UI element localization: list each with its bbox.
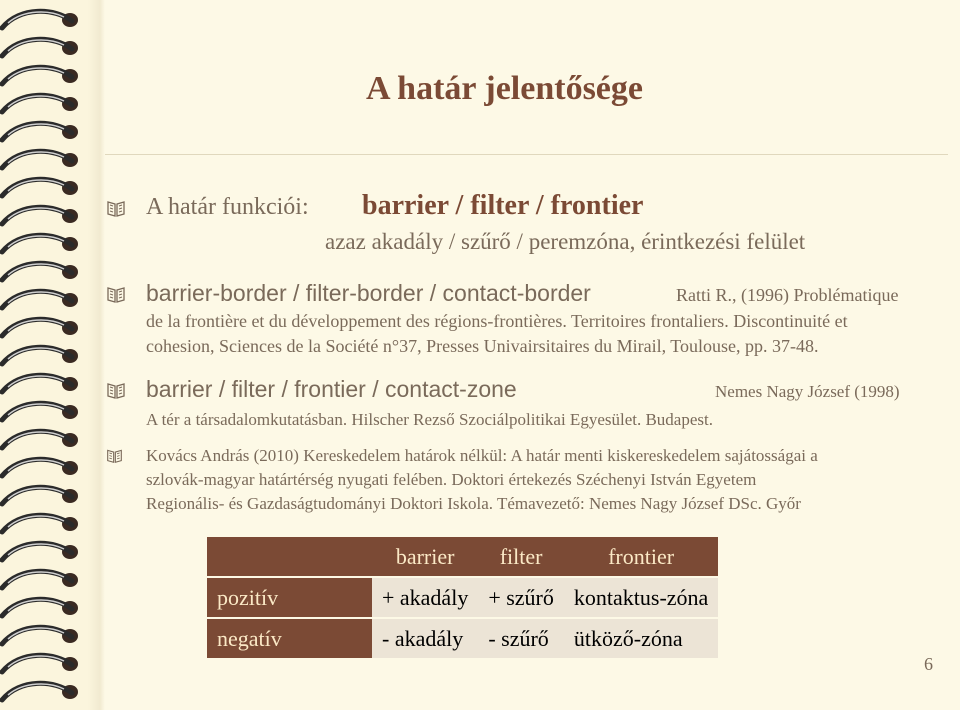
table-header-cell: filter — [478, 536, 564, 577]
bullet-1-label: A határ funkciói: — [146, 194, 309, 220]
open-book-icon — [106, 447, 123, 464]
table-header-row — [207, 536, 718, 577]
table-cell: - szűrő — [478, 618, 564, 658]
bullet-4-line3: Regionális- és Gazdaságtudományi Doktori Iskola. Témavezető: Nemes Nagy József DSc. Győr — [146, 494, 801, 513]
bullet-4-line2: szlovák-magyar határtérség nyugati felében. Doktori értekezés Széchenyi István Egyetem — [146, 470, 757, 489]
bullet-2-ref: Ratti R., (1996) Problématique — [676, 285, 899, 305]
bullet-3-line2: A tér a társadalomkutatásban. Hilscher Rezső Szociálpolitikai Egyesület. Budapest. — [146, 410, 713, 429]
open-book-icon — [106, 380, 126, 400]
page-number: 6 — [924, 654, 933, 674]
spiral-binding-icon — [0, 0, 105, 710]
table-row-label: pozitív — [207, 577, 372, 618]
table-cell: - akadály — [372, 618, 478, 658]
spiral-binding — [0, 0, 105, 710]
bullet-1-line2: azaz akadály / szűrő / peremzóna, érintkezési felület — [325, 229, 806, 254]
table-cell: kontaktus-zóna — [564, 577, 718, 618]
barrier-filter-frontier-table — [207, 535, 718, 658]
bullet-2-line3: cohesion, Sciences de la Société n°37, Presses Univairsitaires du Mirail, Toulouse, pp. 37-48. — [146, 336, 819, 356]
table-row-label: negatív — [207, 618, 372, 658]
table-cell: ütköző-zóna — [564, 618, 718, 658]
title-divider — [105, 154, 948, 155]
bullet-3-main: barrier / filter / frontier / contact-zone — [146, 376, 517, 402]
bullet-3-ref: Nemes Nagy József (1998) — [715, 382, 900, 401]
table-row — [207, 577, 718, 618]
table-row — [207, 618, 718, 658]
bullet-2-line2: de la frontière et du développement des régions-frontières. Territoires frontaliers. Discontinuité et — [146, 311, 848, 331]
bullet-1-bold: barrier / filter / frontier — [362, 190, 644, 221]
bullet-4-line1: Kovács András (2010) Kereskedelem határok nélkül: A határ menti kiskereskedelem sajátosságai a — [146, 446, 818, 465]
open-book-icon — [106, 284, 126, 304]
table-header-cell: barrier — [372, 536, 478, 577]
table-cell: + szűrő — [478, 577, 564, 618]
bullet-2-main: barrier-border / filter-border / contact-border — [146, 280, 591, 306]
slide-title: A határ jelentősége — [366, 70, 643, 107]
table-header-cell: frontier — [564, 536, 718, 577]
table-header-cell — [207, 536, 372, 577]
open-book-icon — [106, 198, 126, 218]
table-cell: + akadály — [372, 577, 478, 618]
